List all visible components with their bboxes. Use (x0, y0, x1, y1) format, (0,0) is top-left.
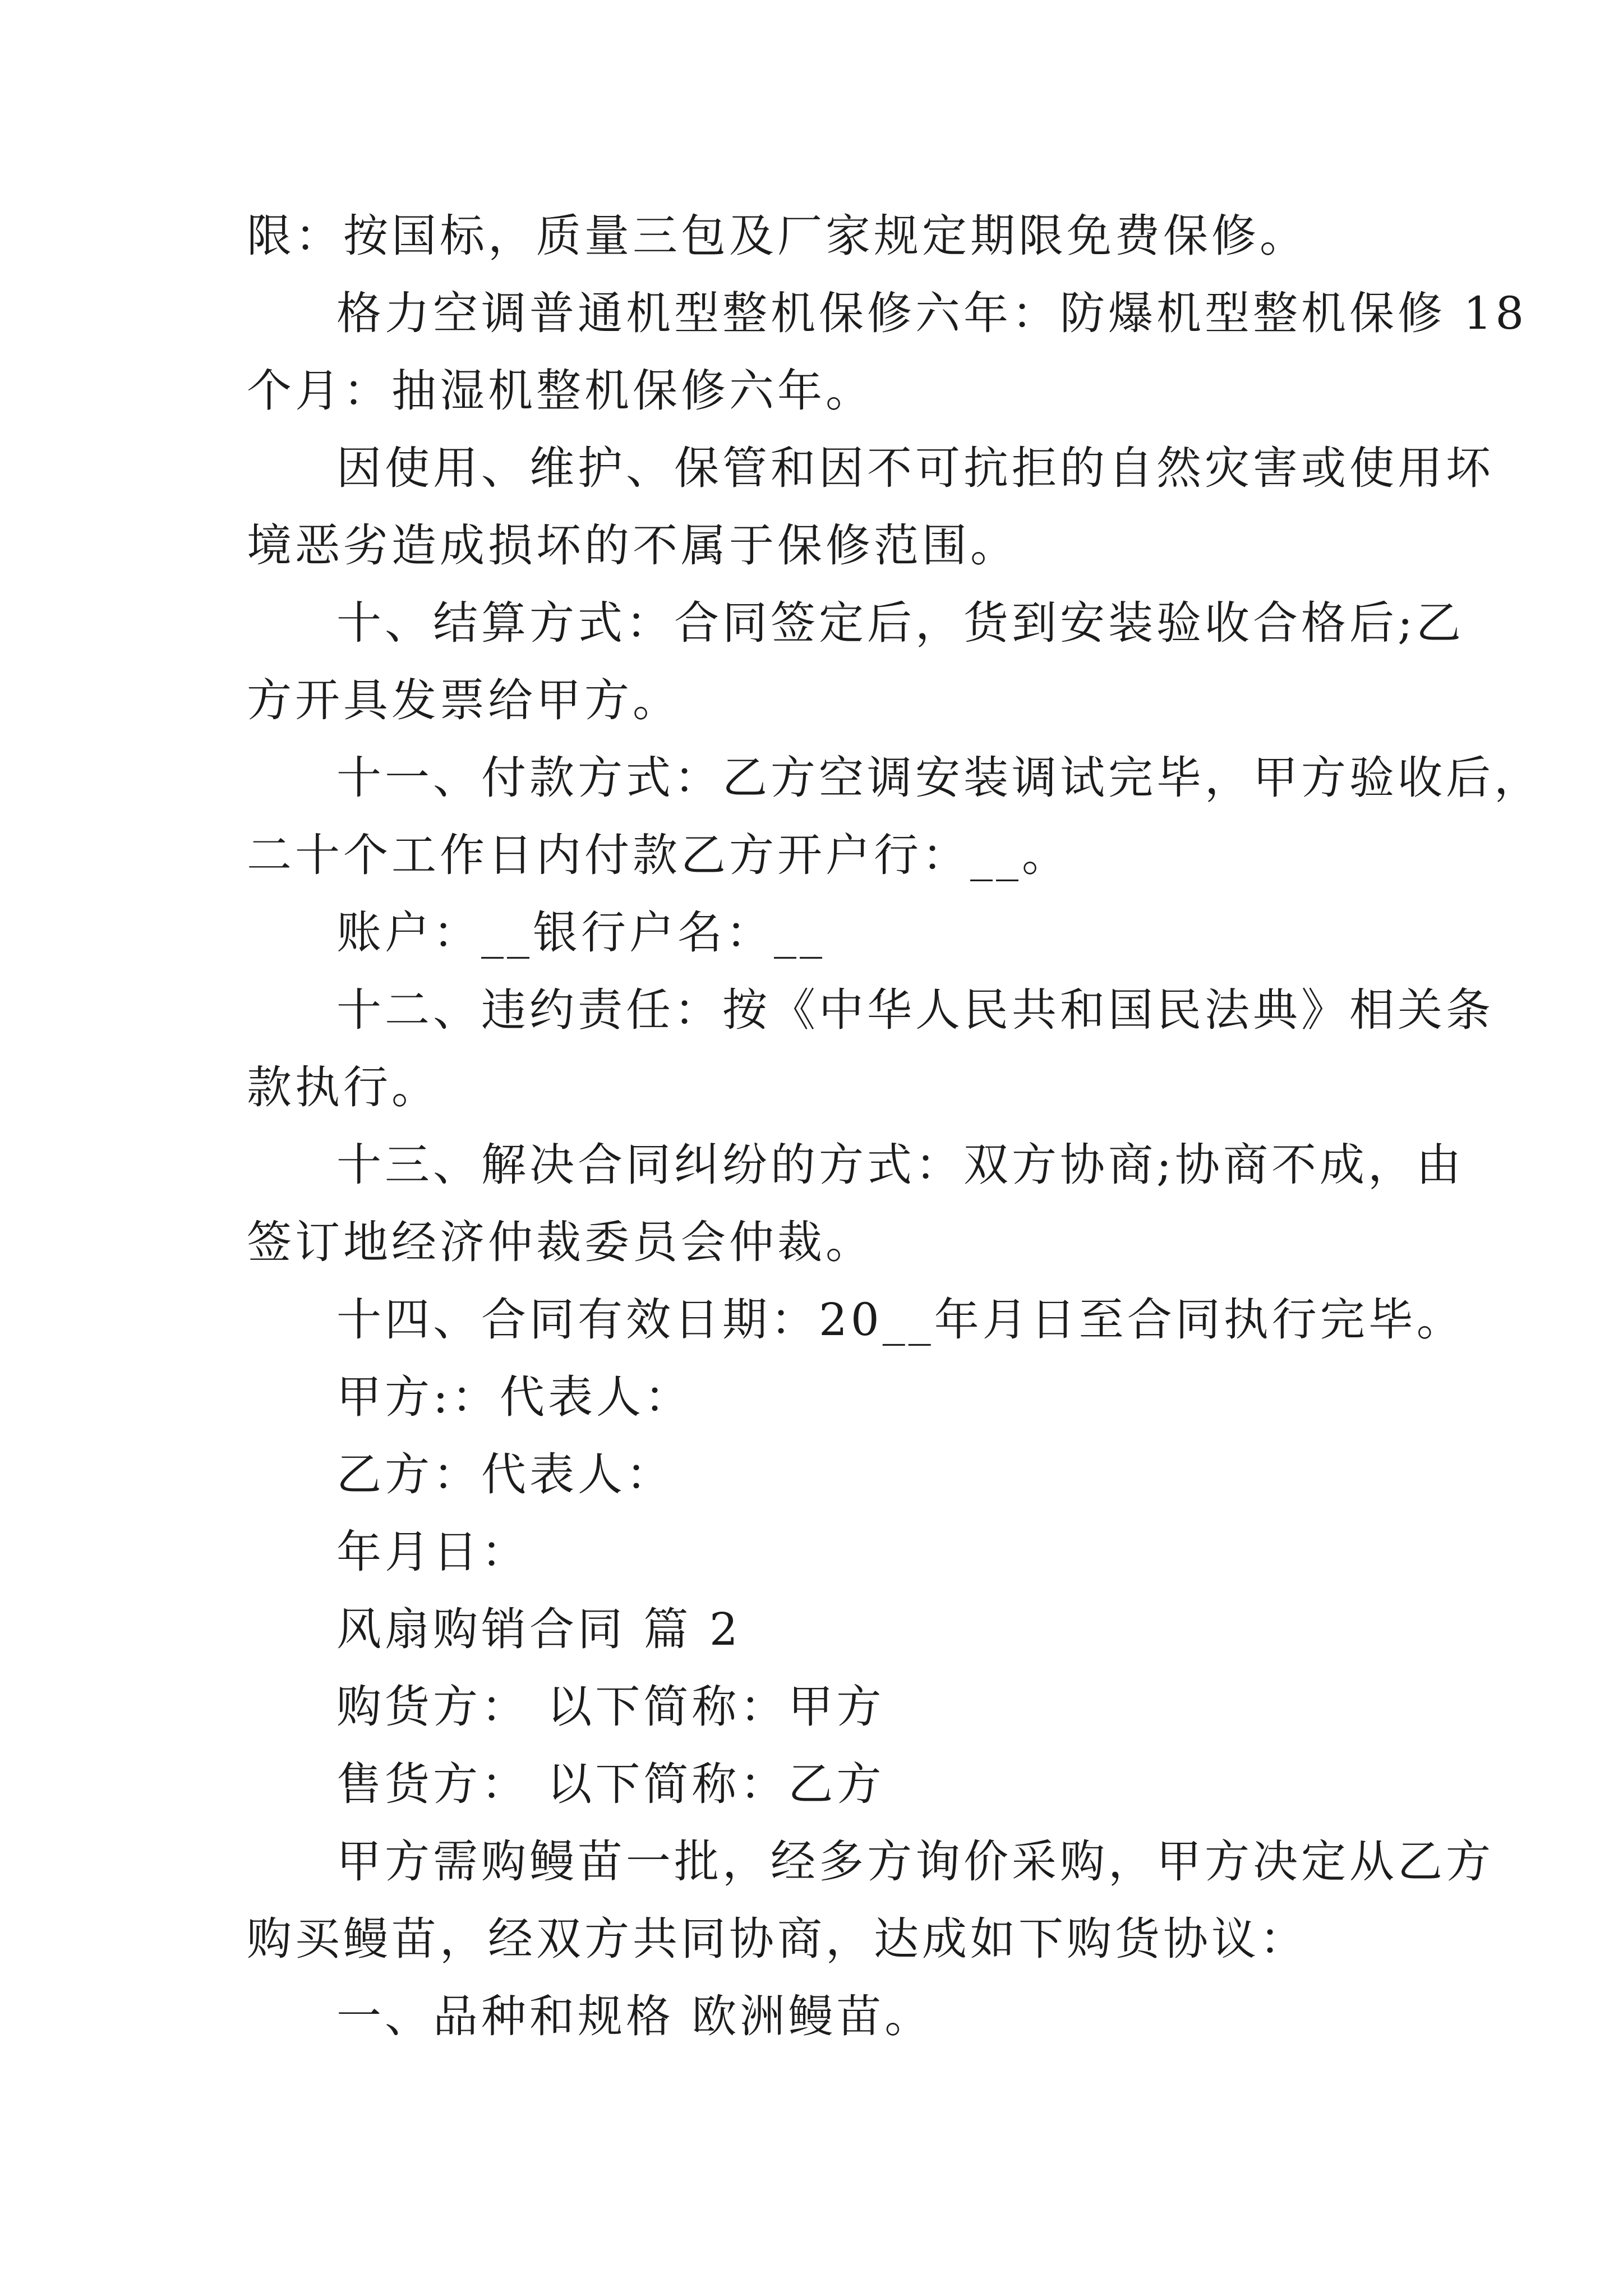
clause-1-variety: 一、品种和规格 欧洲鳗苗。 (336, 1990, 933, 2042)
party-a-signature-line: 甲方:：代表人： (336, 1371, 693, 1423)
text-line: 二十个工作日内付款乙方开户行：__。 (247, 829, 1070, 881)
date-line: 年月日： (336, 1526, 529, 1578)
text-line: 因使用、维护、保管和因不可抗拒的自然灾害或使用坏 (336, 442, 1494, 494)
text-line: 购买鳗苗，经双方共同协商，达成如下购货协议： (247, 1913, 1308, 1965)
section-title: 风扇购销合同 篇 2 (336, 1603, 741, 1655)
text-line: 甲方需购鳗苗一批，经多方询价采购，甲方决定从乙方 (336, 1835, 1494, 1888)
text-line: 签订地经济仲裁委员会仲裁。 (247, 1216, 874, 1268)
text-line: 款执行。 (247, 1061, 440, 1114)
text-line: 方开具发票给甲方。 (247, 674, 681, 726)
text-line: 格力空调普通机型整机保修六年：防爆机型整机保修 18 (336, 287, 1528, 339)
clause-14-validity: 十四、合同有效日期：20__年月日至合同执行完毕。 (336, 1294, 1465, 1346)
text-line: 个月：抽湿机整机保修六年。 (247, 365, 874, 417)
document-body (247, 197, 1542, 2055)
party-b-signature-line: 乙方：代表人： (336, 1448, 674, 1501)
text-line: 境恶劣造成损坏的不属于保修范围。 (247, 519, 1018, 572)
clause-11-payment: 十一、付款方式：乙方空调安装调试完毕，甲方验收后， (336, 752, 1542, 804)
text-line: 限：按国标，质量三包及厂家规定期限免费保修。 (247, 210, 1308, 262)
seller-line: 售货方： 以下简称：乙方 (336, 1758, 885, 1810)
clause-12-liability: 十二、违约责任：按《中华人民共和国民法典》相关条 (336, 984, 1494, 1036)
clause-13-dispute: 十三、解决合同纠纷的方式：双方协商;协商不成，由 (336, 1139, 1464, 1191)
clause-10-settlement: 十、结算方式：合同签定后，货到安装验收合格后;乙 (336, 597, 1464, 649)
buyer-line: 购货方： 以下简称：甲方 (336, 1681, 885, 1733)
account-line: 账户：__银行户名：__ (336, 907, 826, 959)
